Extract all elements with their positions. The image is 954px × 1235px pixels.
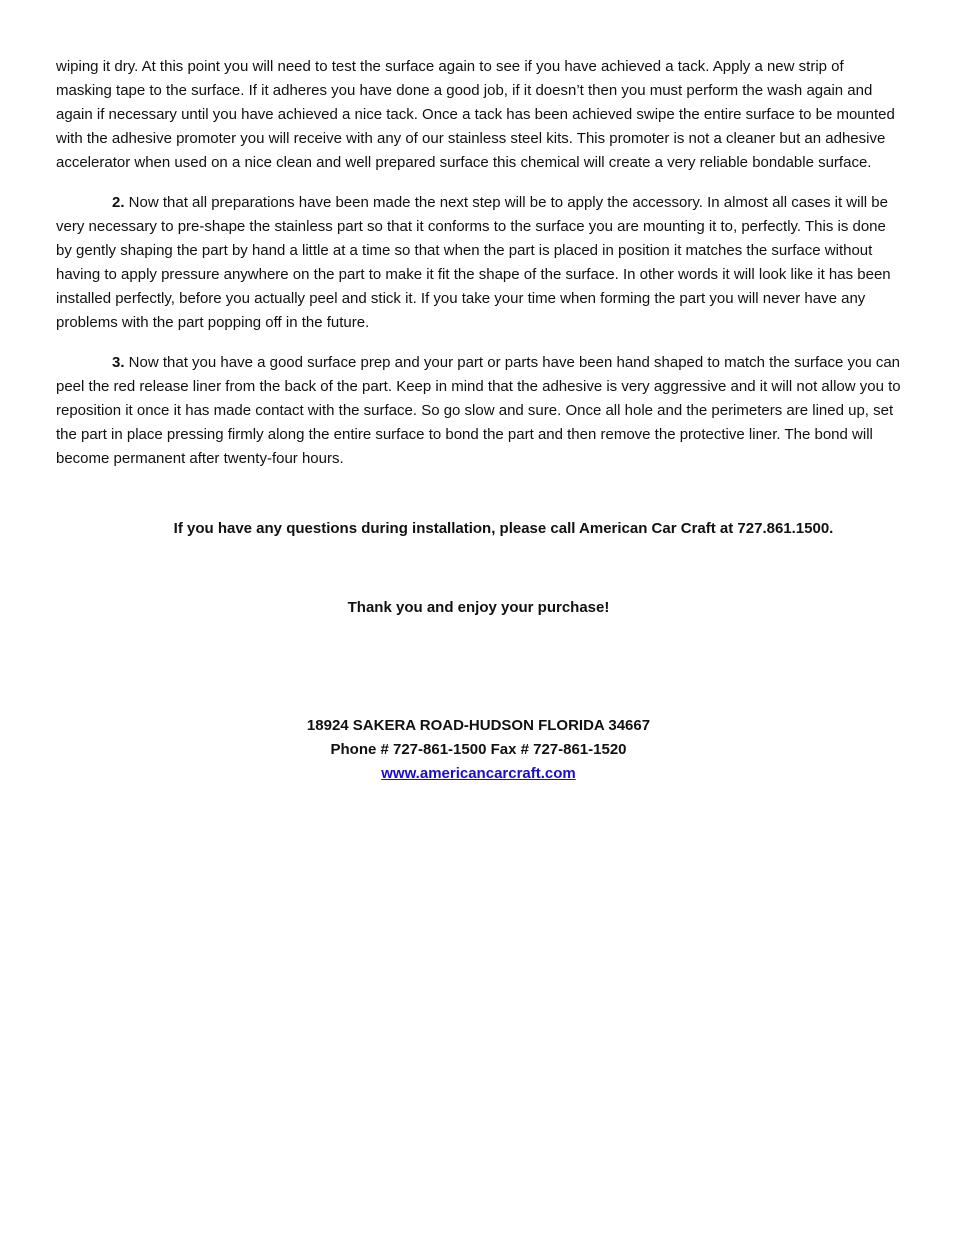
paragraph-text: Now that you have a good surface prep and your part or parts have been hand shaped to match the surface you can peel the red release liner from the back of the part. Keep in mind that the adhesive is very aggressive and it will not allow you to reposition it once it has made contact with the surface. So go slow and sure. Once all hole and the perimeters are lined up, set the part in place pressing firmly along the entire surface to bond the part and then remove the protective liner. The bond will become permanent after twenty-four hours. xyxy=(56,354,901,467)
thank-you-line: Thank you and enjoy your purchase! xyxy=(347,599,610,616)
step-number: 2. xyxy=(112,194,125,211)
step-number: 3. xyxy=(112,354,125,371)
questions-notice: If you have any questions during installation, please call American Car Craft at 727.861.1500. xyxy=(173,520,834,537)
website-link[interactable]: www.americancarcraft.com xyxy=(381,765,576,782)
website-line xyxy=(56,762,901,786)
paragraph-step-3 xyxy=(56,351,901,471)
paragraph-continuation xyxy=(56,55,901,175)
phone-fax-line: Phone # 727-861-1500 Fax # 727-861-1520 xyxy=(330,741,627,758)
contact-block xyxy=(56,714,901,786)
paragraph-text: wiping it dry. At this point you will need to test the surface again to see if you have achieved a tack. Apply a new strip of masking tape to the surface. If it adheres you have done a good job, if it doesn’t then you must perform the wash again and again if necessary until you have achieved a nice tack. Once a tack has been achieved swipe the entire surface to be mounted with the adhesive promoter you will receive with any of our stainless steel kits. This promoter is not a cleaner but an adhesive accelerator when used on a nice clean and well prepared surface this chemical will create a very reliable bondable surface. xyxy=(56,58,895,171)
document-page xyxy=(56,55,901,786)
paragraph-text: Now that all preparations have been made the next step will be to apply the accessory. In almost all cases it will be very necessary to pre-shape the stainless part so that it conforms to the surface you are mounting it to, perfectly. This is done by gently shaping the part by hand a little at a time so that when the part is placed in position it matches the surface without having to apply pressure anywhere on the part to make it fit the shape of the surface. In other words it will look like it has been installed perfectly, before you actually peel and stick it. If you take your time when forming the part you will never have any problems with the part popping off in the future. xyxy=(56,194,891,331)
address-line: 18924 SAKERA ROAD-HUDSON FLORIDA 34667 xyxy=(306,717,651,734)
paragraph-step-2 xyxy=(56,191,901,335)
